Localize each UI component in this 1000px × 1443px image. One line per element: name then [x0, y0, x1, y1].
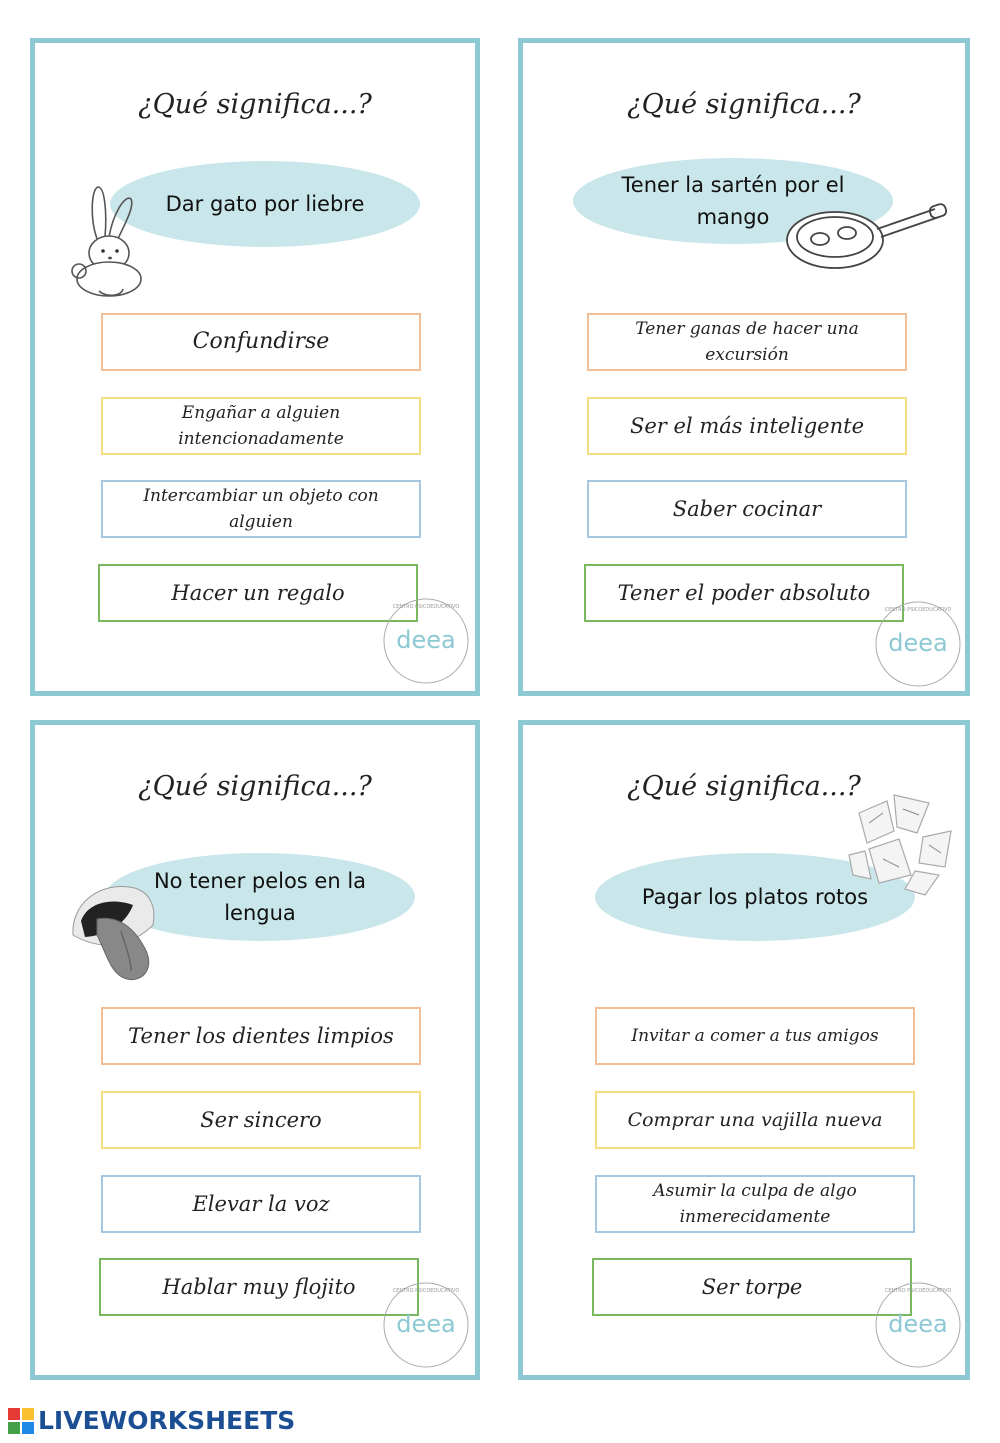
deea-logo	[381, 596, 471, 686]
footer-brand[interactable]	[8, 1406, 295, 1435]
logo-ring-text: CENTRO PSICOEDUCATIVO	[884, 1288, 952, 1294]
liveworksheets-logo-icon	[8, 1408, 34, 1434]
logo-text: deea	[888, 1310, 948, 1338]
deea-logo	[873, 599, 963, 689]
tongue-illustration	[67, 875, 187, 985]
logo-ring-text: CENTRO PSICOEDUCATIVO	[884, 607, 952, 613]
idiom-bubble: Tener la sartén por el mango	[573, 158, 893, 244]
idiom-bubble: Pagar los platos rotos	[595, 853, 915, 941]
option-3[interactable]: Elevar la voz	[101, 1175, 421, 1233]
footer-brand-text: LIVEWORKSHEETS	[38, 1406, 296, 1435]
card-title: ¿Qué significa...?	[138, 89, 372, 120]
deea-logo	[381, 1280, 471, 1370]
option-2[interactable]: Ser el más inteligente	[587, 397, 907, 455]
option-4[interactable]: Hablar muy flojito	[99, 1258, 419, 1316]
option-2[interactable]: Engañar a alguien intencionadamente	[101, 397, 421, 455]
option-2[interactable]: Comprar una vajilla nueva	[595, 1091, 915, 1149]
card-title: ¿Qué significa...?	[627, 89, 861, 120]
option-1[interactable]: Tener los dientes limpios	[101, 1007, 421, 1065]
option-3[interactable]: Asumir la culpa de algo inmerecidamente	[595, 1175, 915, 1233]
logo-ring-text: CENTRO PSICOEDUCATIVO	[392, 1288, 460, 1294]
option-1[interactable]: Invitar a comer a tus amigos	[595, 1007, 915, 1065]
logo-text: deea	[888, 629, 948, 657]
logo-text: deea	[396, 626, 456, 654]
card-1	[30, 38, 480, 696]
option-1[interactable]: Tener ganas de hacer una excursión	[587, 313, 907, 371]
option-3[interactable]: Saber cocinar	[587, 480, 907, 538]
card-title: ¿Qué significa...?	[138, 771, 372, 802]
option-3[interactable]: Intercambiar un objeto con alguien	[101, 480, 421, 538]
frying-pan-illustration	[785, 195, 955, 275]
card-3	[30, 720, 480, 1380]
idiom-bubble: No tener pelos en la lengua	[105, 853, 415, 941]
logo-ring-text: CENTRO PSICOEDUCATIVO	[392, 604, 460, 610]
option-4[interactable]: Ser torpe	[592, 1258, 912, 1316]
option-4[interactable]: Tener el poder absoluto	[584, 564, 904, 622]
rabbit-illustration	[65, 179, 155, 299]
logo-text: deea	[396, 1310, 456, 1338]
option-4[interactable]: Hacer un regalo	[98, 564, 418, 622]
option-1[interactable]: Confundirse	[101, 313, 421, 371]
broken-plate-illustration	[839, 783, 959, 903]
option-2[interactable]: Ser sincero	[101, 1091, 421, 1149]
card-title: ¿Qué significa...?	[627, 771, 861, 802]
card-2	[518, 38, 970, 696]
card-4	[518, 720, 970, 1380]
idiom-bubble: Dar gato por liebre	[110, 161, 420, 247]
deea-logo	[873, 1280, 963, 1370]
